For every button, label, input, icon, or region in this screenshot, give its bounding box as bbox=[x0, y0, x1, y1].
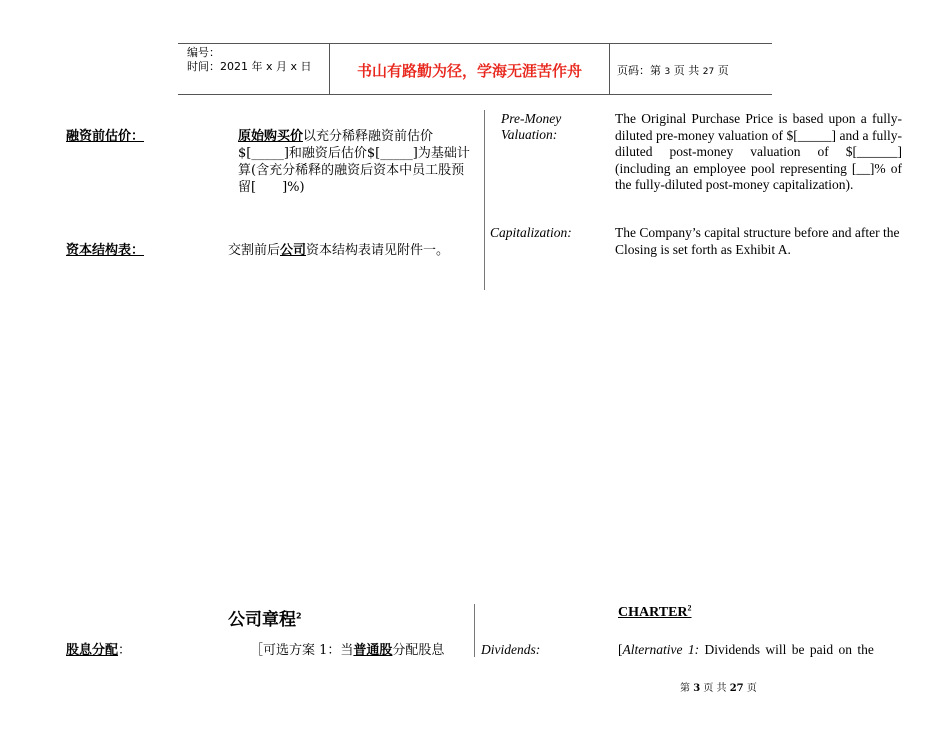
premoney-cn-label: 融资前估价： bbox=[66, 129, 145, 144]
dividends-en-text bbox=[618, 642, 902, 659]
dividends-en-label: Dividends: bbox=[481, 642, 541, 657]
capitalization-cn-post: 资本结构表请见附件一。 bbox=[306, 243, 450, 258]
dividends-en-alternative: Alternative 1: bbox=[622, 642, 700, 657]
capitalization-cn-term: 公司 bbox=[280, 243, 307, 258]
footer-mid: 页 共 bbox=[703, 683, 727, 694]
page-mid: 页 共 bbox=[673, 64, 700, 77]
capitalization-cn-text bbox=[228, 242, 449, 259]
page-suffix: 页 bbox=[717, 64, 729, 77]
header-page-number bbox=[617, 62, 729, 78]
document-number-label: 编号： bbox=[187, 46, 220, 59]
charter-en-title-text: CHARTER bbox=[618, 605, 688, 620]
footer-total: 27 bbox=[729, 683, 744, 694]
dividends-cn-label bbox=[66, 642, 131, 659]
page-footer bbox=[680, 679, 757, 694]
dividends-en-bracket: [ bbox=[618, 642, 623, 657]
capitalization-en-label: Capitalization: bbox=[490, 225, 572, 240]
premoney-en-label-2: Valuation: bbox=[501, 127, 558, 142]
document-time: 时间：2021 年 x 月 x 日 bbox=[187, 60, 312, 73]
dividends-cn-text bbox=[250, 642, 444, 659]
dividends-en-body: Dividends will be paid on the bbox=[699, 642, 874, 657]
premoney-cn-text bbox=[238, 128, 476, 196]
dividends-cn-post: 分配股息 bbox=[392, 643, 445, 658]
charter-cn-title bbox=[228, 605, 302, 630]
charter-en-title bbox=[618, 605, 692, 621]
dividends-cn-colon: ： bbox=[118, 643, 132, 658]
header-motto: 书山有路勤为径，学海无涯苦作舟 bbox=[356, 62, 582, 80]
footer-suffix: 页 bbox=[746, 683, 757, 694]
column-divider-upper bbox=[484, 110, 485, 290]
premoney-cn-term: 原始购买价 bbox=[238, 129, 304, 144]
page-total: 27 bbox=[702, 67, 715, 77]
header-divider-right bbox=[609, 43, 610, 95]
premoney-cn-body: 以充分稀释融资前估价$[_____]和融资后估价$[_____]为基础计算(含充分稀释的融资后资本中员工股预留[ ]%) bbox=[238, 129, 470, 195]
premoney-en-label-1: Pre-Money bbox=[501, 111, 562, 126]
charter-cn-title-text: 公司章程 bbox=[228, 610, 296, 630]
column-divider-lower bbox=[474, 604, 475, 657]
footer-current: 3 bbox=[693, 683, 701, 694]
page-prefix: 页码：第 bbox=[617, 64, 661, 77]
dividends-cn-pre: ［可选方案 1：当 bbox=[250, 643, 354, 658]
header-bottom-rule bbox=[178, 94, 772, 95]
header-top-rule bbox=[178, 43, 772, 44]
capitalization-en-text: The Company’s capital structure before and after the Closing is set forth as Exhibit A. bbox=[615, 225, 900, 257]
dividends-cn-label-text: 股息分配 bbox=[66, 643, 119, 658]
charter-cn-footnote: 2 bbox=[296, 611, 302, 621]
page-current: 3 bbox=[664, 67, 671, 77]
footer-prefix: 第 bbox=[680, 683, 690, 694]
capitalization-cn-pre: 交割前后 bbox=[228, 243, 281, 258]
dividends-cn-term: 普通股 bbox=[353, 643, 393, 658]
premoney-en-text: The Original Purchase Price is based upon a fully-diluted pre-money valuation of $[_____] and a fully-diluted post-money valuation of $[______] (including an employee pool representing [__]% of the fully-diluted post-money capitalization). bbox=[615, 111, 902, 192]
charter-en-footnote: 2 bbox=[687, 603, 692, 613]
capitalization-cn-label: 资本结构表： bbox=[66, 243, 145, 258]
